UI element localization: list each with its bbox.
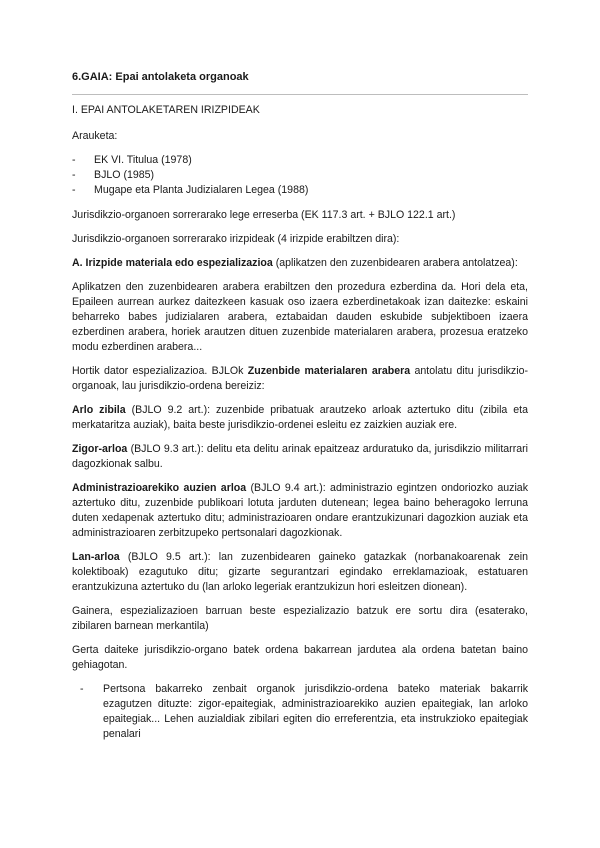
lan-arloa-text: (BJLO 9.5 art.): lan zuzenbidearen gaineko gatazkak (norbanakoarenak zein kolektiboak) ezagutuko ditu; gizarte segurantzari egindako erreklamazioak, estatuaren erantzukizuna aztertuko du (lan arloko legeriak erantzukizun hori esleitzen dionean).: [72, 551, 528, 593]
list-item: - EK VI. Titulua (1978): [72, 153, 528, 168]
paragraph-hortik-end: antolatu ditu jurisdikzio-organoak, lau jurisdikzio-ordena bereiziz:: [72, 365, 529, 392]
document-page: [72, 70, 528, 752]
list-item: - Pertsona bakarreko zenbait organok jurisdikzio-ordena bateko materiak bakarrik ezagutzen dituzte: zigor-epaitegiak, administrazioarekiko auzien epaitegiak, lan arloko epaitegiak... Lehen auzialdiak zibilari egiten dio erreferentzia, eta instrukzioko epaitegiak penalari: [72, 682, 528, 742]
administrazio-arloa-title: Administrazioarekiko auzien arloa: [72, 482, 247, 494]
section-heading: I. EPAI ANTOLAKETAREN IRIZPIDEAK: [72, 104, 260, 116]
zigor-arloa-text: (BJLO 9.3 art.): delitu eta delitu arinak epaitzeaz arduratuko da, jurisdikzio militarrari dagozkionak salbu.: [72, 443, 528, 470]
arlo-zibila-text: (BJLO 9.2 art.): zuzenbide pribatuak arautzeko arloak aztertuko ditu (zibila eta merkataritza auziak), baita beste jurisdikzio-ordenei esleitu ez zaizkien auziak ere.: [72, 404, 528, 431]
paragraph-hortik-emphasis: Zuzenbide materialaren arabera: [247, 365, 411, 377]
criterion-a-title: A. Irizpide materiala edo espezializazioa: [72, 257, 273, 269]
paragraph-hortik: [72, 364, 528, 394]
paragraph-hortik-start: Hortik dator espezializazioa. BJLOk: [72, 365, 248, 377]
arlo-zibila: [72, 403, 528, 433]
paragraph-aplikatzen: Aplikatzen den zuzenbidearen arabera erabiltzen den prozedura ezberdina da. Hori dela eta, Epaileen aurrean aurkez daitezkeen kasuak oso izaera ezberdinetakoak izan daitezke: eskaini beharreko babes judizialaren arabera, eztabaidan dauden eskubide subjektiboen izaera ezberdinen arabera, horiek arautzen dituen zuzenbide materialaren arabera, prozesua eratzeko modu ezberdinen arabera...: [72, 281, 528, 353]
organo-list: [72, 682, 528, 742]
arauketa-label: Arauketa:: [72, 130, 118, 142]
lan-arloa-title: Lan-arloa: [72, 551, 120, 563]
title-divider: [72, 94, 528, 95]
lan-arloa: [72, 550, 528, 595]
document-title: 6.GAIA: Epai antolaketa organoak: [72, 71, 249, 83]
paragraph-gainera: Gainera, espezializazioen barruan beste espezializazio batzuk ere sortu dira (esaterako, zibilaren barnean merkantila): [72, 605, 528, 632]
paragraph-irizpideak: Jurisdikzio-organoen sorrerarako irizpideak (4 irizpide erabiltzen dira):: [72, 233, 400, 245]
zigor-arloa-title: Zigor-arloa: [72, 443, 128, 455]
paragraph-lege-erreserba: Jurisdikzio-organoen sorrerarako lege erreserba (EK 117.3 art. + BJLO 122.1 art.): [72, 209, 456, 221]
paragraph-gerta: Gerta daiteke jurisdikzio-organo batek ordena bakarrean jardutea ala ordena batetan baino gehiagotan.: [72, 644, 528, 671]
list-item: - BJLO (1985): [72, 168, 528, 183]
zigor-arloa: [72, 442, 528, 472]
administrazio-arloa-text: (BJLO 9.4 art.): administrazio egintzen ondoriozko auziak aztertuko ditu, zuzenbide publikoari lotuta jarduten dutenean; legea baino beheragoko lerruna duten xedapenak aztertuko ditu; administrazioaren ondare erantzukizunari dagozkion auziak eta administrazioaren zerbitzupeko pertsonalari dagozkionak.: [72, 482, 528, 539]
criterion-a-text: (aplikatzen den zuzenbidearen arabera antolatzea):: [272, 257, 518, 269]
laws-list: [72, 153, 528, 198]
administrazio-arloa: [72, 481, 528, 541]
arlo-zibila-title: Arlo zibila: [72, 404, 126, 416]
criterion-a: [72, 256, 528, 271]
list-item: - Mugape eta Planta Judizialaren Legea (1988): [72, 183, 528, 198]
